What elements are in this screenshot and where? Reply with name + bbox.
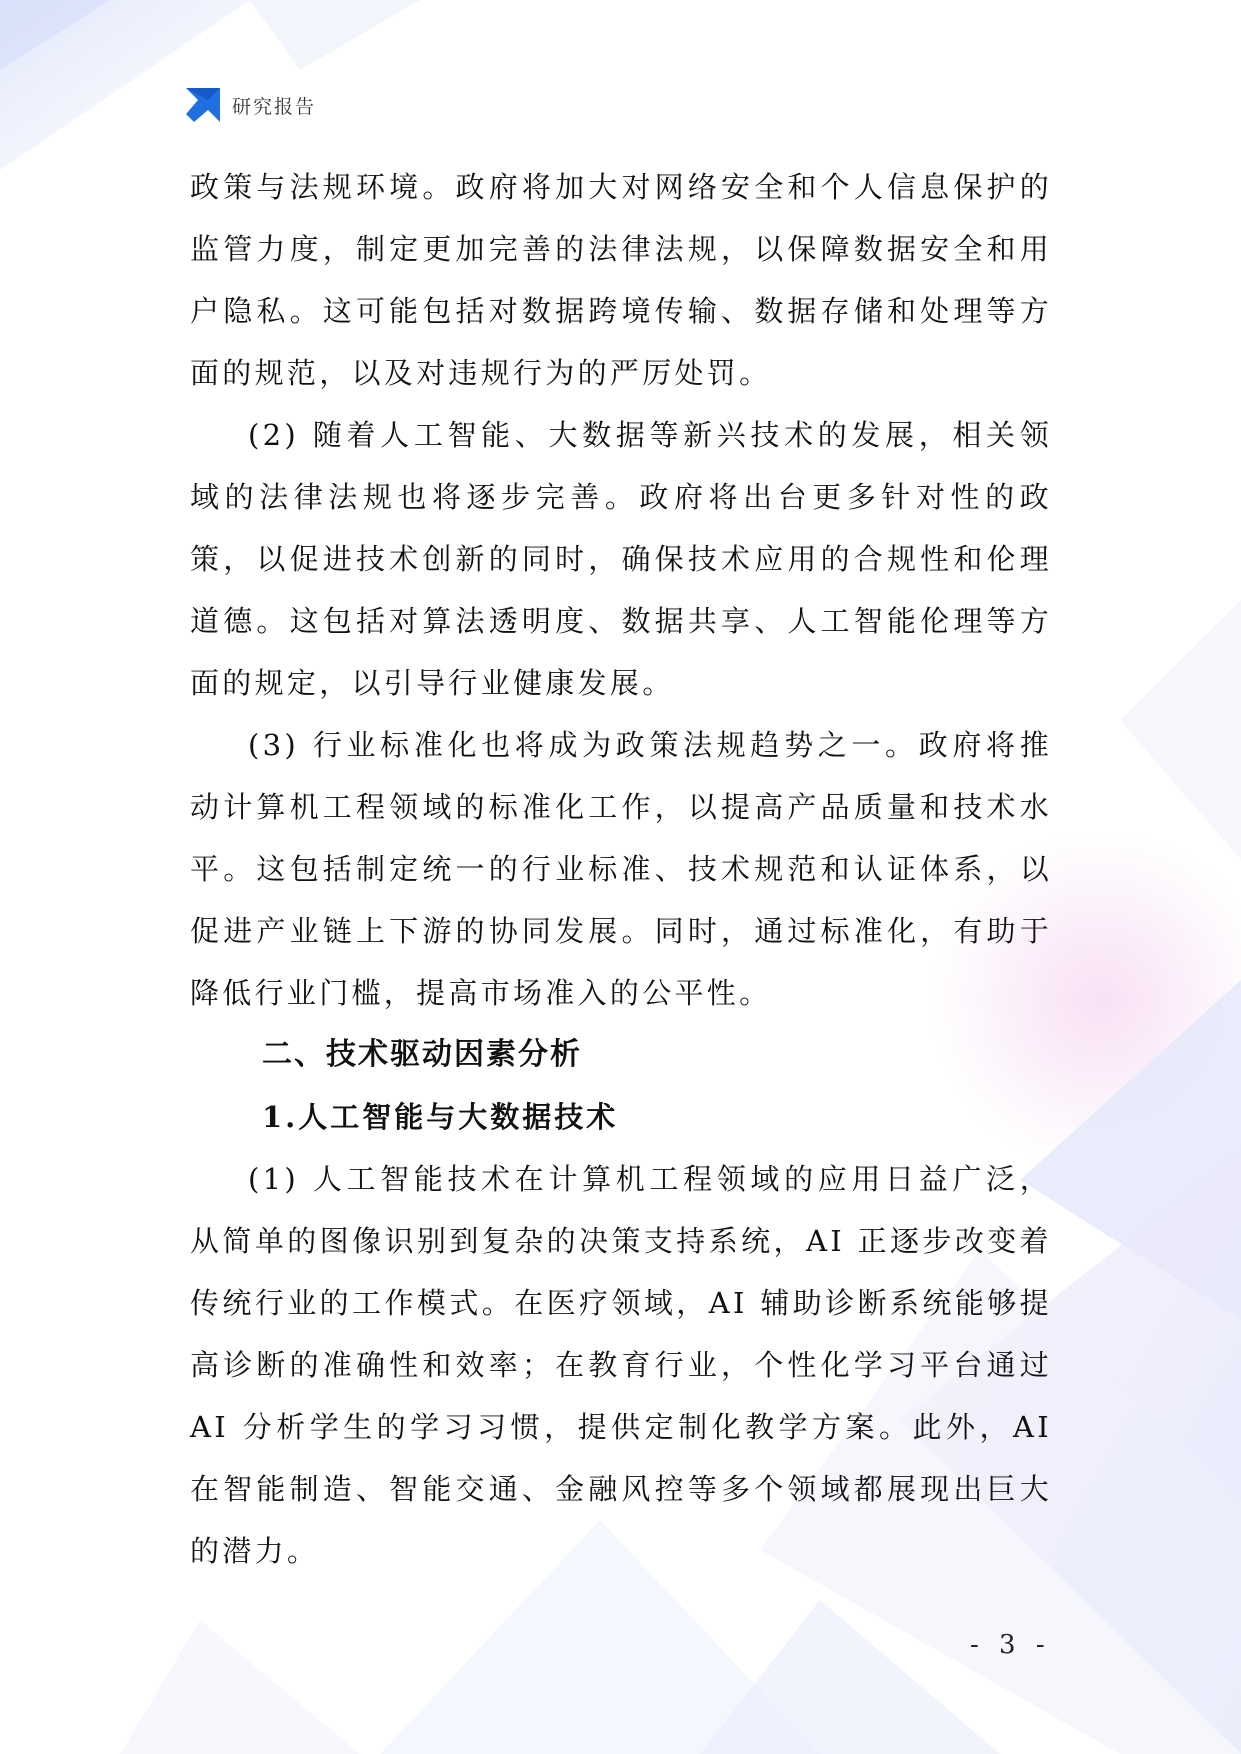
subsection-heading-ai-bigdata: 1.人工智能与大数据技术: [262, 1100, 619, 1134]
paragraph-policy-environment: 政策与法规环境。政府将加大对网络安全和个人信息保护的监管力度，制定更加完善的法律法规，以保障数据安全和用户隐私。这可能包括对数据跨境传输、数据存储和处理等方面的规范，以及对违规行为的严厉处罚。: [190, 170, 1052, 390]
paragraph-ai-applications: (1) 人工智能技术在计算机工程领域的应用日益广泛，从简单的图像识别到复杂的决策支持系统，AI 正逐步改变着传统行业的工作模式。在医疗领域，AI 辅助诊断系统能够提高诊断的准确性和效率；在教育行业，个性化学习平台通过 AI 分析学生的学习习惯，提供定制化教学方案。此外，AI 在智能制造、智能交通、金融风控等多个领域都展现出巨大的潜力。: [190, 1162, 1052, 1568]
section-heading-tech-drivers: 二、技术驱动因素分析: [262, 1037, 582, 1072]
paragraph-ai-bigdata-regulation: (2) 随着人工智能、大数据等新兴技术的发展，相关领域的法律法规也将逐步完善。政府将出台更多针对性的政策，以促进技术创新的同时，确保技术应用的合规性和伦理道德。这包括对算法透明度、数据共享、人工智能伦理等方面的规定，以引导行业健康发展。: [190, 418, 1052, 700]
report-header: [186, 88, 316, 122]
arrow-up-right-icon: [186, 88, 220, 122]
header-title: 研究报告: [232, 95, 317, 118]
document-body: [190, 156, 1052, 1582]
paragraph-standardization: (3) 行业标准化也将成为政策法规趋势之一。政府将推动计算机工程领域的标准化工作，以提高产品质量和技术水平。这包括制定统一的行业标准、技术规范和认证体系，以促进产业链上下游的协同发展。同时，通过标准化，有助于降低行业门槛，提高市场准入的公平性。: [190, 728, 1052, 1010]
page-number: - 3 -: [970, 1630, 1051, 1660]
